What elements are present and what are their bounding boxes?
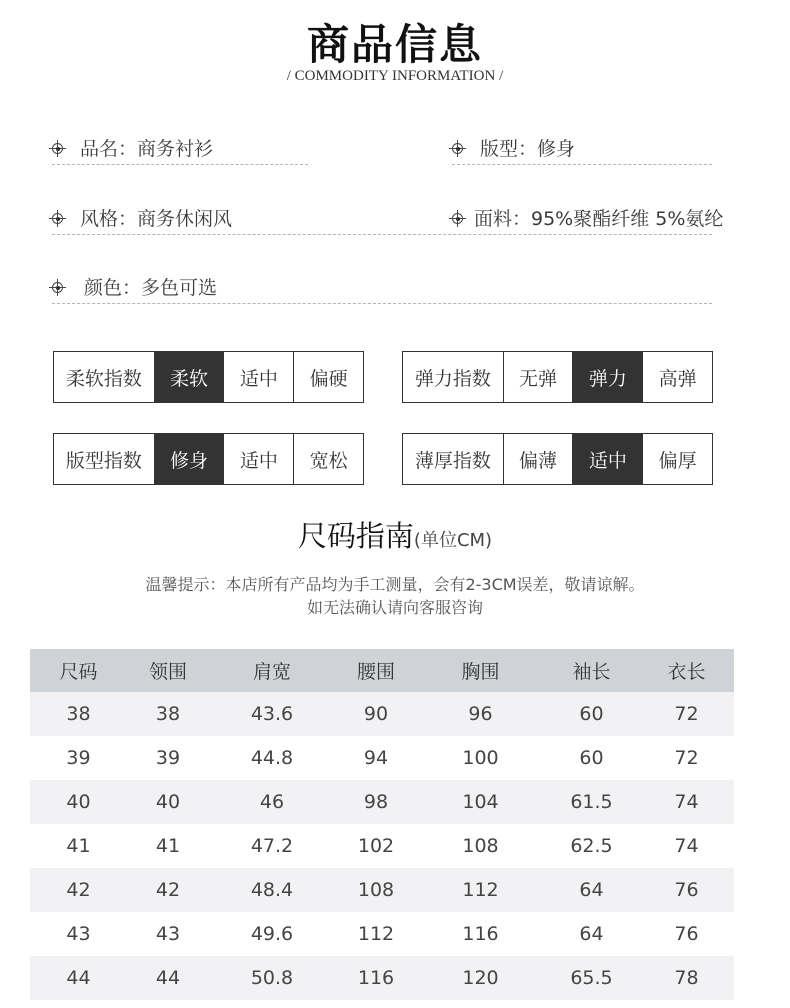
attr-fit-text: 版型：修身 [480,138,576,160]
col-header: 尺码 [30,649,127,692]
size-table-header [30,649,734,692]
table-cell: 41 [66,835,91,857]
elasticity-option-high: 高弹 [642,352,712,402]
thickness-option-thick: 偏厚 [642,434,712,484]
fit-index [53,433,364,485]
table-cell: 39 [66,747,91,769]
table-cell: 65.5 [544,956,639,1000]
softness-option-soft: 柔软 [154,352,224,402]
table-cell: 76 [674,923,699,945]
table-cell: 108 [462,835,499,857]
size-guide-heading: 尺码指南 [297,519,414,553]
size-guide-title [0,514,790,555]
table-row [30,868,734,912]
thickness-option-thin: 偏薄 [503,434,573,484]
table-cell: 40 [127,780,209,824]
table-cell: 64 [544,868,639,912]
table-row [30,912,734,956]
attr-color [52,273,712,304]
thickness-option-medium: 适中 [572,434,642,484]
table-cell: 104 [417,780,544,824]
col-header: 袖长 [544,649,639,692]
fit-option-slim: 修身 [154,434,224,484]
table-cell: 116 [462,923,499,945]
table-cell: 47.2 [250,835,294,857]
table-cell: 64 [579,923,604,945]
page-title: 商品信息 [306,20,483,69]
table-cell: 40 [30,780,127,824]
table-cell: 48.4 [209,868,335,912]
table-cell: 43.6 [209,692,335,736]
target-icon [452,143,463,154]
table-cell: 60 [579,747,604,769]
table-row [30,824,734,868]
softness-option-hard: 偏硬 [293,352,363,402]
col-header: 衣长 [639,649,734,692]
table-row [30,692,734,736]
table-cell: 38 [30,692,127,736]
thickness-index [402,433,713,485]
table-cell: 46 [209,780,335,824]
table-cell: 120 [417,956,544,1000]
table-cell: 49.6 [250,923,294,945]
table-cell: 61.5 [544,780,639,824]
table-cell: 60 [544,692,639,736]
table-cell: 102 [357,835,395,857]
attr-color-text: 颜色：多色可选 [84,277,218,299]
size-guide-tip-line2: 如无法确认请向客服咨询 [306,598,483,617]
table-cell: 50.8 [209,956,335,1000]
attr-fit [452,134,712,165]
table-cell: 98 [335,780,417,824]
table-cell: 112 [357,923,395,945]
col-header: 胸围 [417,649,544,692]
elasticity-option-elastic: 弹力 [572,352,642,402]
table-cell: 44.8 [250,747,294,769]
page-subtitle: / COMMODITY INFORMATION / [286,68,504,84]
table-cell: 90 [335,692,417,736]
target-icon [52,143,63,154]
table-cell: 42 [127,868,209,912]
table-cell: 76 [639,868,734,912]
table-cell: 100 [462,747,499,769]
softness-index [53,351,364,403]
table-row [30,956,734,1000]
table-row [30,736,734,780]
attr-style-row [52,204,724,235]
size-guide-unit: (单位CM) [413,530,493,551]
table-cell: 78 [639,956,734,1000]
table-row [30,780,734,824]
table-cell: 72 [674,747,699,769]
size-table [30,649,734,1000]
size-guide-tip-line1: 温馨提示：本店所有产品均为手工测量，会有2-3CM误差，敬请谅解。 [145,575,645,594]
target-icon [452,213,463,224]
thickness-index-label: 薄厚指数 [414,449,491,472]
elasticity-option-none: 无弹 [503,352,573,402]
attr-product-name [52,134,308,165]
table-cell: 39 [155,747,181,769]
table-cell: 94 [363,747,389,769]
target-icon [52,282,63,293]
elasticity-index [402,351,713,403]
table-cell: 116 [335,956,417,1000]
elasticity-index-label: 弹力指数 [414,367,491,390]
table-cell: 72 [639,692,734,736]
softness-index-label: 柔软指数 [65,367,142,390]
table-cell: 38 [127,692,209,736]
table-cell: 44 [30,956,127,1000]
table-cell: 108 [335,868,417,912]
table-cell: 74 [639,780,734,824]
fit-index-label: 版型指数 [65,449,142,472]
attr-product-name-text: 品名：商务衬衫 [80,138,214,160]
fit-option-regular: 适中 [223,434,293,484]
table-cell: 41 [155,835,181,857]
table-cell: 43 [155,923,181,945]
table-cell: 62.5 [570,835,613,857]
col-header: 领围 [127,649,209,692]
table-cell: 44 [127,956,209,1000]
target-icon [52,213,63,224]
attr-style-text: 风格：商务休闲风 [80,208,233,230]
table-cell: 42 [30,868,127,912]
fit-option-loose: 宽松 [293,434,363,484]
col-header: 肩宽 [209,649,335,692]
table-cell: 96 [417,692,544,736]
table-cell: 43 [66,923,91,945]
table-cell: 74 [674,835,699,857]
col-header: 腰围 [335,649,417,692]
table-cell: 112 [417,868,544,912]
softness-option-medium: 适中 [223,352,293,402]
attr-fabric-text: 面料：95%聚酯纤维 5%氨纶 [474,208,724,230]
